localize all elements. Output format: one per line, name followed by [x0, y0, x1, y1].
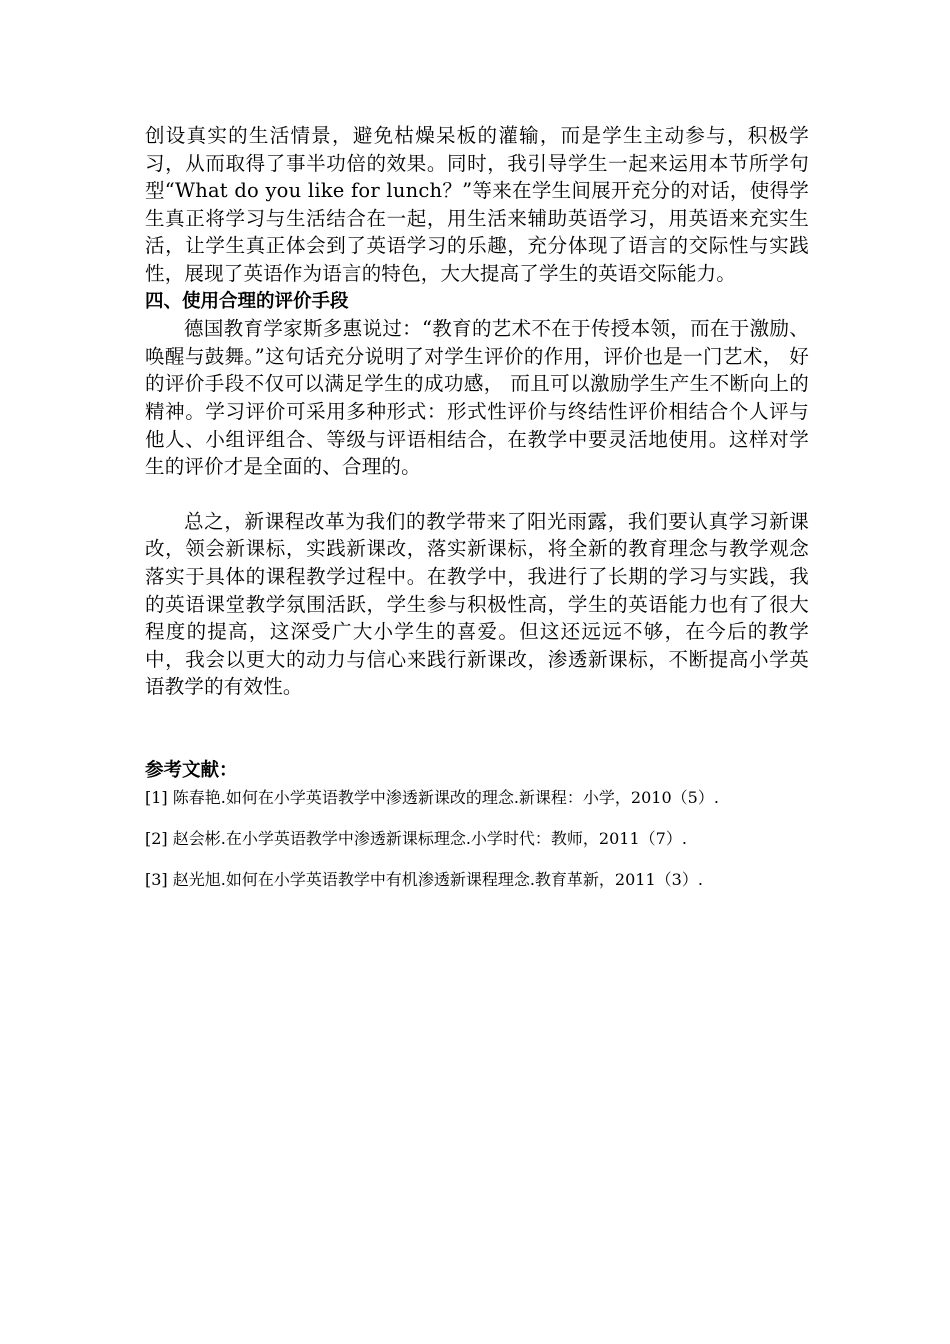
- reference-item-2: [2] 赵会彬.在小学英语教学中渗透新课标理念.小学时代：教师，2011（7）.: [145, 828, 687, 848]
- section-heading-4: 四、使用合理的评价手段: [145, 290, 349, 312]
- body-paragraph-2: 德国教育学家斯多惠说过：“教育的艺术不在于传授本领，而在于激励、唤醒与鼓舞。”这句话充分说明了对学生评价的作用，评价也是一门艺术， 好的评价手段不仅可以满足学生的成功感， 而且可以激励学生产生不断向上的精神。学习评价可采用多种形式：形式性评价与终结性评价相结合个人评与他人、小组评组合、等级与评语相结合，在教学中要灵活地使用。这样对学生的评价才是全面的、合理的。: [145, 317, 809, 479]
- conclusion-paragraph: 总之，新课程改革为我们的教学带来了阳光雨露，我们要认真学习新课改，领会新课标，实践新课改，落实新课标，将全新的教育理念与教学观念落实于具体的课程教学过程中。在教学中，我进行了长期的学习与实践，我的英语课堂教学氛围活跃，学生参与积极性高，学生的英语能力也有了很大程度的提高，这深受广大小学生的喜爱。但这还远远不够，在今后的教学中，我会以更大的动力与信心来践行新课改，渗透新课标，不断提高小学英语教学的有效性。: [145, 509, 809, 699]
- references-list: [145, 787, 809, 891]
- paragraph-spacer: [145, 481, 809, 508]
- document-body: [145, 122, 809, 910]
- body-paragraph-1: 创设真实的生活情景，避免枯燥呆板的灌输，而是学生主动参与，积极学习，从而取得了事半功倍的效果。同时，我引导学生一起来运用本节所学句型“What do you like for lunch？”等来在学生间展开充分的对话，使得学生真正将学习与生活结合在一起，用生活来辅助英语学习，用英语来充实生活，让学生真正体会到了英语学习的乐趣，充分体现了语言的交际性与实践性，展现了英语作为语言的特色，大大提高了学生的英语交际能力。: [145, 124, 809, 285]
- references-heading: 参考文献：: [145, 759, 238, 781]
- reference-item-3: [3] 赵光旭.如何在小学英语教学中有机渗透新课程理念.教育革新，2011（3）.: [145, 869, 703, 889]
- section-spacer: [145, 701, 809, 757]
- reference-item-1: [1] 陈春艳.如何在小学英语教学中渗透新课改的理念.新课程：小学，2010（5）.: [145, 787, 719, 807]
